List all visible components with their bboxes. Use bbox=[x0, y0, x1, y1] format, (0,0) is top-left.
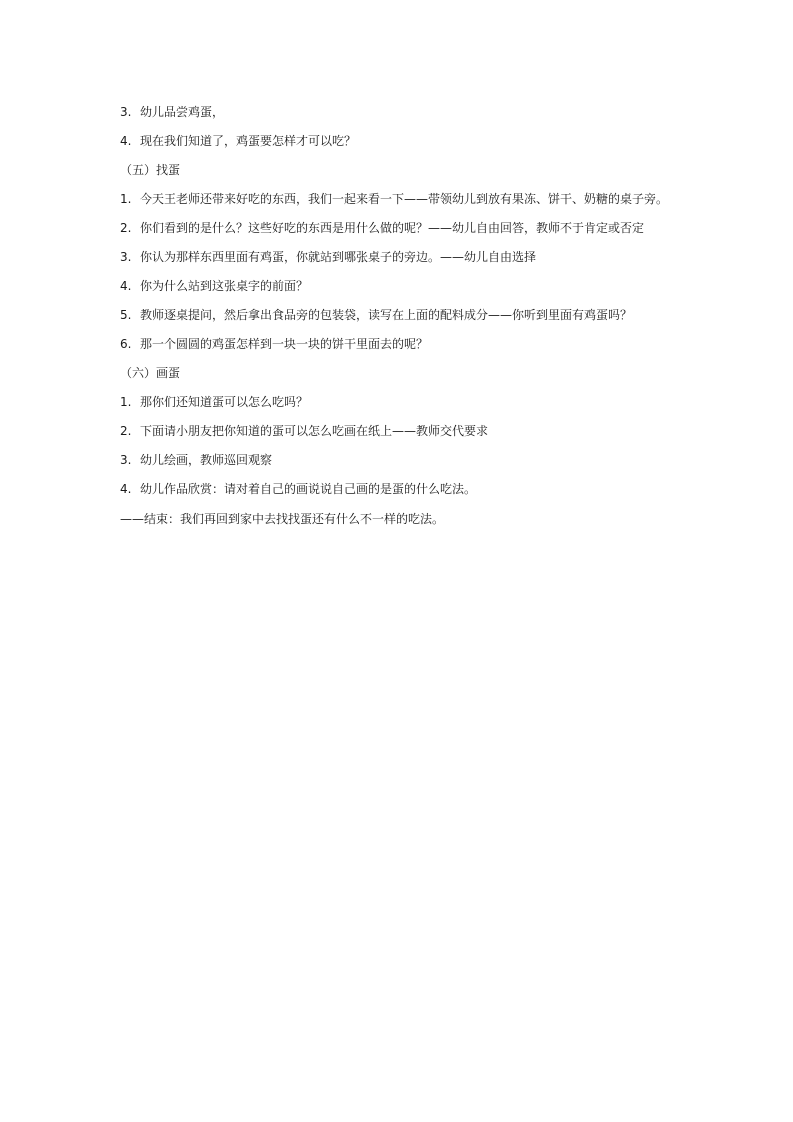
list-item bbox=[120, 189, 668, 209]
list-item-taste-egg bbox=[120, 102, 224, 122]
list-number: 6. bbox=[120, 337, 132, 351]
list-text: 那一个圆圆的鸡蛋怎样到一块一块的饼干里面去的呢？ bbox=[140, 337, 429, 351]
list-item bbox=[120, 334, 428, 354]
section-heading-find-egg bbox=[120, 160, 180, 180]
list-text: 幼儿品尝鸡蛋， bbox=[140, 105, 225, 119]
list-text: 现在我们知道了，鸡蛋要怎样才可以吃？ bbox=[140, 134, 357, 148]
closing-text: ——结束：我们再回到家中去找找蛋还有什么不一样的吃法。 bbox=[120, 512, 445, 526]
list-text: 那你们还知道蛋可以怎么吃吗？ bbox=[140, 395, 309, 409]
list-text: 你认为那样东西里面有鸡蛋，你就站到哪张桌子的旁边。——幼儿自由选择 bbox=[140, 250, 537, 264]
list-number: 2. bbox=[120, 424, 132, 438]
list-text: 下面请小朋友把你知道的蛋可以怎么吃画在纸上——教师交代要求 bbox=[140, 424, 489, 438]
list-text: 幼儿作品欣赏：请对着自己的画说说自己画的是蛋的什么吃法。 bbox=[140, 482, 477, 496]
list-text: 教师逐桌提问，然后拿出食品旁的包装袋，读写在上面的配料成分——你听到里面有鸡蛋吗？ bbox=[140, 308, 633, 322]
section-heading-text: （五）找蛋 bbox=[120, 163, 181, 177]
list-number: 2. bbox=[120, 221, 132, 235]
list-number: 1. bbox=[120, 395, 132, 409]
list-text: 你为什么站到这张桌字的前面？ bbox=[140, 279, 309, 293]
list-number: 4. bbox=[120, 134, 132, 148]
list-item-how-to-eat bbox=[120, 131, 356, 151]
list-text: 你们看到的是什么？这些好吃的东西是用什么做的呢？——幼儿自由回答，教师不于肯定或否定 bbox=[140, 221, 645, 235]
list-item bbox=[120, 450, 272, 470]
list-number: 3. bbox=[120, 105, 132, 119]
list-number: 1. bbox=[120, 192, 132, 206]
list-number: 3. bbox=[120, 250, 132, 264]
closing-line bbox=[120, 509, 444, 529]
list-number: 4. bbox=[120, 279, 132, 293]
list-number: 5. bbox=[120, 308, 132, 322]
section-heading-text: （六）画蛋 bbox=[120, 366, 181, 380]
list-item bbox=[120, 479, 476, 499]
list-text: 幼儿绘画，教师巡回观察 bbox=[140, 453, 273, 467]
list-number: 3. bbox=[120, 453, 132, 467]
list-item bbox=[120, 392, 308, 412]
list-item bbox=[120, 276, 308, 296]
list-item bbox=[120, 247, 536, 267]
list-item bbox=[120, 421, 488, 441]
list-item bbox=[120, 305, 632, 325]
list-item bbox=[120, 218, 644, 238]
list-text: 今天王老师还带来好吃的东西，我们一起来看一下——带领幼儿到放有果冻、饼干、奶糖的桌子旁。 bbox=[140, 192, 669, 206]
section-heading-draw-egg bbox=[120, 363, 180, 383]
list-number: 4. bbox=[120, 482, 132, 496]
